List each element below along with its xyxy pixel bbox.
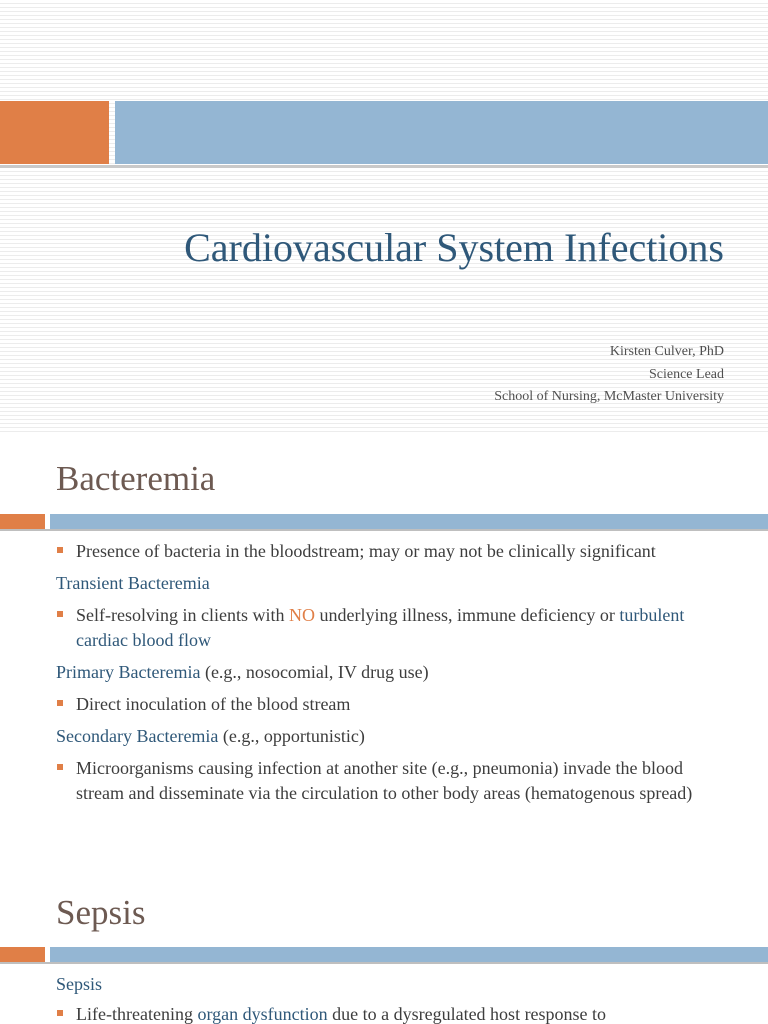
subheading-sepsis <box>56 972 732 997</box>
subheading-label: Sepsis <box>56 974 103 994</box>
heading-accent-blue-bar <box>50 947 768 962</box>
subheading-note: (e.g., opportunistic) <box>218 726 365 746</box>
bullet-text: Direct inoculation of the blood stream <box>76 694 351 714</box>
bullet-text: Microorganisms causing infection at another site (e.g., pneumonia) invade the blood stream and disseminate via the circulation to other body areas (hematogenous spread) <box>76 758 693 803</box>
bullet-text: Life-threatening <box>76 1004 198 1024</box>
bacteremia-slide <box>0 432 768 866</box>
bullet-text: due to a dysregulated host response to <box>327 1004 607 1024</box>
heading-bar-shadow <box>0 529 768 531</box>
subheading-transient <box>56 571 732 596</box>
heading-accent-orange-bar <box>0 947 45 962</box>
bullet-item <box>56 692 732 717</box>
bullet-text: Presence of bacteria in the bloodstream; may or may not be clinically significant <box>76 541 656 561</box>
title-accent-orange-bar <box>0 101 109 164</box>
title-accent-blue-bar <box>115 101 768 164</box>
highlight-term: turbulent cardiac blood flow <box>76 605 685 650</box>
slide-body <box>56 972 732 1024</box>
slide-heading: Bacteremia <box>56 459 216 498</box>
bullet-text: Self-resolving in clients with <box>76 605 289 625</box>
author-name: Kirsten Culver, PhD <box>609 344 724 359</box>
author-role: Science Lead <box>648 366 724 382</box>
slide-heading: Sepsis <box>56 893 146 932</box>
bullet-square-icon <box>57 1010 63 1016</box>
title-bar-shadow <box>0 165 768 168</box>
subheading-note: (e.g., nosocomial, IV drug use) <box>200 662 429 682</box>
highlight-no: NO <box>288 605 315 625</box>
bullet-item <box>56 603 732 653</box>
subheading-secondary <box>56 724 732 749</box>
sepsis-slide <box>0 866 768 1024</box>
presentation-title: Cardiovascular System Infections <box>184 225 724 270</box>
highlight-term: organ dysfunction <box>197 1004 328 1024</box>
subheading-label: Transient Bacteremia <box>56 573 210 593</box>
bullet-square-icon <box>57 764 63 770</box>
subheading-primary <box>56 660 732 685</box>
slide-body <box>56 539 732 806</box>
title-slide <box>0 0 768 432</box>
bullet-square-icon <box>57 611 63 617</box>
bullet-square-icon <box>57 700 63 706</box>
subheading-label: Secondary Bacteremia <box>56 726 219 746</box>
author-affiliation: School of Nursing, McMaster University <box>494 389 724 404</box>
bullet-item <box>56 539 732 564</box>
bullet-item <box>56 756 732 806</box>
heading-bar-shadow <box>0 962 768 964</box>
heading-accent-orange-bar <box>0 514 45 529</box>
bullet-text: underlying illness, immune deficiency or <box>314 605 620 625</box>
bullet-square-icon <box>57 547 63 553</box>
heading-accent-blue-bar <box>50 514 768 529</box>
author-block <box>494 341 724 409</box>
bullet-item <box>56 1002 732 1024</box>
subheading-label: Primary Bacteremia <box>56 662 201 682</box>
